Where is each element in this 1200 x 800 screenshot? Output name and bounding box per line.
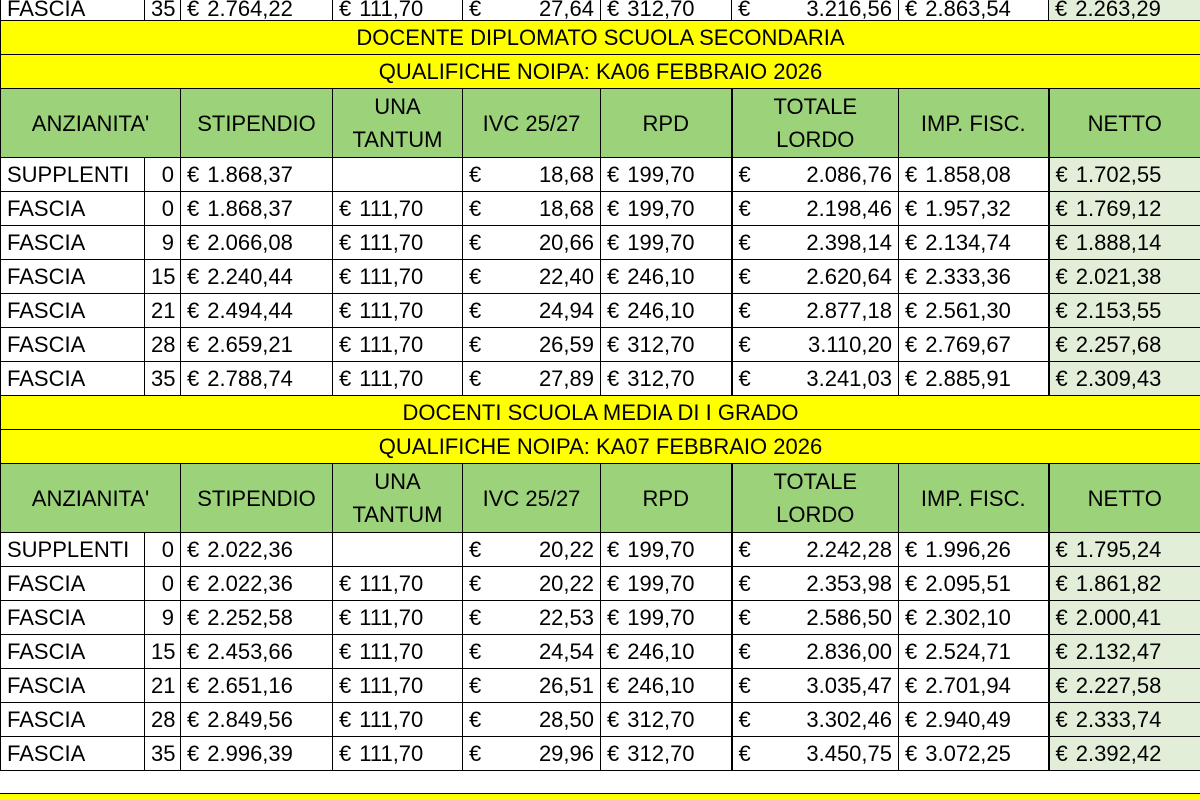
cell-ivc[interactable]: € 29,96	[463, 737, 601, 771]
cell-ivc[interactable]: € 24,54	[463, 635, 601, 669]
cell-rpd[interactable]: € 312,70	[601, 737, 732, 771]
cell-netto[interactable]: € 2.153,55	[1049, 294, 1200, 328]
row-years[interactable]: 0	[145, 192, 181, 226]
header-anzianita[interactable]: ANZIANITA'	[1, 464, 181, 533]
row-years[interactable]: 0	[145, 158, 181, 192]
row-years[interactable]: 9	[145, 226, 181, 260]
cell-una-tantum[interactable]: € 111,70	[333, 328, 463, 362]
cell-ivc[interactable]: € 20,66	[463, 226, 601, 260]
table-row	[1, 226, 1200, 260]
row-label[interactable]: SUPPLENTI	[1, 533, 145, 567]
cell-una-tantum[interactable]: € 111,70	[333, 567, 463, 601]
cell-stipendio[interactable]: € 2.659,21	[181, 328, 333, 362]
header-stipendio[interactable]: STIPENDIO	[181, 89, 333, 158]
cell-netto[interactable]: € 1.861,82	[1049, 567, 1200, 601]
cell-ivc[interactable]: € 18,68	[463, 158, 601, 192]
table-row	[1, 703, 1200, 737]
section-subtitle-row	[1, 55, 1200, 89]
section-title[interactable]: DOCENTE DIPLOMATO SCUOLA SECONDARIA	[1, 21, 1200, 55]
cell-imponibile[interactable]: € 2.769,67	[899, 328, 1049, 362]
header-ivc[interactable]: IVC 25/27	[463, 89, 601, 158]
cell-una-tantum[interactable]: € 111,70	[333, 0, 463, 21]
table-row	[1, 192, 1200, 226]
row-label[interactable]: FASCIA	[1, 601, 145, 635]
cell-ivc[interactable]: € 27,89	[463, 362, 601, 396]
header-una-tantum[interactable]: UNA TANTUM	[333, 89, 463, 158]
cell-stipendio[interactable]: € 2.996,39	[181, 737, 333, 771]
cell-rpd[interactable]: € 312,70	[601, 0, 732, 21]
cell-totale[interactable]: € 2.198,46	[732, 192, 899, 226]
header-totale-lordo[interactable]: TOTALE LORDO	[732, 89, 899, 158]
cell-totale[interactable]: € 2.877,18	[732, 294, 899, 328]
cell-ivc[interactable]: € 22,40	[463, 260, 601, 294]
row-label[interactable]: FASCIA	[1, 737, 145, 771]
cell-ivc[interactable]: € 28,50	[463, 703, 601, 737]
cell-totale[interactable]: € 2.836,00	[732, 635, 899, 669]
row-label[interactable]: FASCIA	[1, 635, 145, 669]
row-years[interactable]: 28	[145, 328, 181, 362]
cell-una-tantum[interactable]: € 111,70	[333, 362, 463, 396]
cell-ivc[interactable]: € 24,94	[463, 294, 601, 328]
cell-netto[interactable]: € 2.000,41	[1049, 601, 1200, 635]
cell-rpd[interactable]: € 246,10	[601, 635, 732, 669]
row-years[interactable]: 21	[145, 669, 181, 703]
cell-stipendio[interactable]: € 2.849,56	[181, 703, 333, 737]
cell-totale[interactable]: € 3.241,03	[732, 362, 899, 396]
cell-imponibile[interactable]: € 3.072,25	[899, 737, 1049, 771]
cell-rpd[interactable]: € 199,70	[601, 192, 732, 226]
row-years[interactable]: 21	[145, 294, 181, 328]
cell-una-tantum[interactable]: € 111,70	[333, 601, 463, 635]
cell-netto[interactable]: € 2.227,58	[1049, 669, 1200, 703]
cell-una-tantum[interactable]: € 111,70	[333, 260, 463, 294]
cell-stipendio[interactable]: € 2.022,36	[181, 533, 333, 567]
cell-stipendio[interactable]: € 2.066,08	[181, 226, 333, 260]
cell-stipendio[interactable]: € 2.494,44	[181, 294, 333, 328]
header-netto[interactable]: NETTO	[1049, 464, 1200, 533]
cell-imponibile[interactable]: € 1.858,08	[899, 158, 1049, 192]
table-row	[1, 294, 1200, 328]
cell-ivc[interactable]: € 26,51	[463, 669, 601, 703]
row-years[interactable]: 35	[145, 362, 181, 396]
cell-una-tantum[interactable]	[333, 533, 463, 567]
row-years[interactable]: 9	[145, 601, 181, 635]
cell-rpd[interactable]: € 199,70	[601, 567, 732, 601]
cell-imponibile[interactable]: € 2.561,30	[899, 294, 1049, 328]
row-years[interactable]: 28	[145, 703, 181, 737]
cell-rpd[interactable]: € 312,70	[601, 703, 732, 737]
cell-ivc[interactable]: € 27,64	[463, 0, 601, 21]
cell-stipendio[interactable]: € 2.764,22	[181, 0, 333, 21]
cell-ivc[interactable]: € 26,59	[463, 328, 601, 362]
cell-stipendio[interactable]: € 1.868,37	[181, 192, 333, 226]
cell-imponibile[interactable]: € 2.302,10	[899, 601, 1049, 635]
cell-ivc[interactable]: € 20,22	[463, 533, 601, 567]
cell-netto[interactable]: € 1.769,12	[1049, 192, 1200, 226]
cell-netto[interactable]: € 2.257,68	[1049, 328, 1200, 362]
cell-netto[interactable]: € 2.021,38	[1049, 260, 1200, 294]
cell-totale[interactable]: € 2.353,98	[732, 567, 899, 601]
cell-imponibile[interactable]: € 2.701,94	[899, 669, 1049, 703]
header-ivc[interactable]: IVC 25/27	[463, 464, 601, 533]
table-row	[1, 328, 1200, 362]
cell-totale[interactable]: € 2.586,50	[732, 601, 899, 635]
cell-imponibile[interactable]: € 2.524,71	[899, 635, 1049, 669]
header-rpd[interactable]: RPD	[601, 89, 732, 158]
cell-una-tantum[interactable]: € 111,70	[333, 737, 463, 771]
cell-netto[interactable]: € 2.132,47	[1049, 635, 1200, 669]
cell-netto[interactable]: € 2.263,29	[1049, 0, 1200, 21]
cell-totale[interactable]: € 2.620,64	[732, 260, 899, 294]
cell-imponibile[interactable]: € 1.957,32	[899, 192, 1049, 226]
row-years[interactable]: 35	[145, 737, 181, 771]
table-row	[1, 669, 1200, 703]
cell-stipendio[interactable]: € 2.240,44	[181, 260, 333, 294]
row-label[interactable]: FASCIA	[1, 567, 145, 601]
header-imp-fisc[interactable]: IMP. FISC.	[899, 464, 1049, 533]
cell-totale[interactable]: € 3.110,20	[732, 328, 899, 362]
cell-stipendio[interactable]: € 2.252,58	[181, 601, 333, 635]
row-label[interactable]: FASCIA	[1, 226, 145, 260]
row-label[interactable]: FASCIA	[1, 0, 145, 21]
row-years[interactable]: 15	[145, 260, 181, 294]
row-label[interactable]: FASCIA	[1, 669, 145, 703]
table-row	[1, 635, 1200, 669]
cell-stipendio[interactable]: € 2.788,74	[181, 362, 333, 396]
cell-rpd[interactable]: € 199,70	[601, 226, 732, 260]
cell-rpd[interactable]: € 199,70	[601, 601, 732, 635]
cell-imponibile[interactable]: € 2.333,36	[899, 260, 1049, 294]
cell-imponibile[interactable]: € 2.095,51	[899, 567, 1049, 601]
cell-una-tantum[interactable]	[333, 158, 463, 192]
table-row	[1, 567, 1200, 601]
cell-rpd[interactable]: € 312,70	[601, 328, 732, 362]
cell-stipendio[interactable]: € 2.453,66	[181, 635, 333, 669]
cell-netto[interactable]: € 1.888,14	[1049, 226, 1200, 260]
header-imp-fisc[interactable]: IMP. FISC.	[899, 89, 1049, 158]
section-subtitle[interactable]: QUALIFICHE NOIPA: KA06 FEBBRAIO 2026	[1, 55, 1200, 89]
cell-totale[interactable]: € 2.242,28	[732, 533, 899, 567]
cell-ivc[interactable]: € 18,68	[463, 192, 601, 226]
cell-rpd[interactable]: € 246,10	[601, 669, 732, 703]
cell-netto[interactable]: € 2.333,74	[1049, 703, 1200, 737]
header-anzianita[interactable]: ANZIANITA'	[1, 89, 181, 158]
header-netto[interactable]: NETTO	[1049, 89, 1200, 158]
cell-rpd[interactable]: € 246,10	[601, 260, 732, 294]
section-subtitle[interactable]: QUALIFICHE NOIPA: KA07 FEBBRAIO 2026	[1, 430, 1200, 464]
row-years[interactable]: 0	[145, 567, 181, 601]
section-subtitle-row	[1, 430, 1200, 464]
header-una-tantum[interactable]: UNA TANTUM	[333, 464, 463, 533]
section-title-row	[1, 21, 1200, 55]
cell-totale[interactable]: € 3.216,56	[732, 0, 899, 21]
header-rpd[interactable]: RPD	[601, 464, 732, 533]
cell-totale[interactable]: € 3.450,75	[732, 737, 899, 771]
header-totale-lordo[interactable]: TOTALE LORDO	[732, 464, 899, 533]
table-row	[1, 260, 1200, 294]
cell-una-tantum[interactable]: € 111,70	[333, 226, 463, 260]
cell-netto[interactable]: € 1.795,24	[1049, 533, 1200, 567]
cell-rpd[interactable]: € 199,70	[601, 158, 732, 192]
cell-rpd[interactable]: € 246,10	[601, 294, 732, 328]
cell-una-tantum[interactable]: € 111,70	[333, 635, 463, 669]
cell-una-tantum[interactable]: € 111,70	[333, 294, 463, 328]
cell-totale[interactable]: € 3.302,46	[732, 703, 899, 737]
cell-rpd[interactable]: € 312,70	[601, 362, 732, 396]
header-row	[1, 464, 1200, 533]
table-row	[1, 601, 1200, 635]
table-row	[1, 737, 1200, 771]
cell-una-tantum[interactable]: € 111,70	[333, 703, 463, 737]
table-row	[1, 362, 1200, 396]
cell-netto[interactable]: € 1.702,55	[1049, 158, 1200, 192]
cell-totale[interactable]: € 3.035,47	[732, 669, 899, 703]
row-label[interactable]: FASCIA	[1, 703, 145, 737]
cell-rpd[interactable]: € 199,70	[601, 533, 732, 567]
cell-una-tantum[interactable]: € 111,70	[333, 192, 463, 226]
section-title[interactable]: DOCENTI SCUOLA MEDIA DI I GRADO	[1, 396, 1200, 430]
next-section-band	[0, 793, 1200, 800]
cell-imponibile[interactable]: € 1.996,26	[899, 533, 1049, 567]
cell-stipendio[interactable]: € 2.651,16	[181, 669, 333, 703]
cell-stipendio[interactable]: € 2.022,36	[181, 567, 333, 601]
row-label[interactable]: FASCIA	[1, 362, 145, 396]
row-label[interactable]: FASCIA	[1, 192, 145, 226]
cell-imponibile[interactable]: € 2.134,74	[899, 226, 1049, 260]
cell-imponibile[interactable]: € 2.885,91	[899, 362, 1049, 396]
cell-totale[interactable]: € 2.086,76	[732, 158, 899, 192]
cell-totale[interactable]: € 2.398,14	[732, 226, 899, 260]
section-title-row	[1, 396, 1200, 430]
cell-netto[interactable]: € 2.392,42	[1049, 737, 1200, 771]
row-years[interactable]: 15	[145, 635, 181, 669]
row-years[interactable]: 0	[145, 533, 181, 567]
cell-ivc[interactable]: € 22,53	[463, 601, 601, 635]
header-stipendio[interactable]: STIPENDIO	[181, 464, 333, 533]
row-label[interactable]: FASCIA	[1, 260, 145, 294]
table-row-partial	[1, 0, 1200, 21]
row-label[interactable]: FASCIA	[1, 328, 145, 362]
header-row	[1, 89, 1200, 158]
cell-imponibile[interactable]: € 2.940,49	[899, 703, 1049, 737]
row-label[interactable]: SUPPLENTI	[1, 158, 145, 192]
cell-una-tantum[interactable]: € 111,70	[333, 669, 463, 703]
cell-netto[interactable]: € 2.309,43	[1049, 362, 1200, 396]
row-years[interactable]: 35	[145, 0, 181, 21]
table-row	[1, 158, 1200, 192]
cell-ivc[interactable]: € 20,22	[463, 567, 601, 601]
row-label[interactable]: FASCIA	[1, 294, 145, 328]
cell-stipendio[interactable]: € 1.868,37	[181, 158, 333, 192]
cell-imponibile[interactable]: € 2.863,54	[899, 0, 1049, 21]
table-row	[1, 533, 1200, 567]
